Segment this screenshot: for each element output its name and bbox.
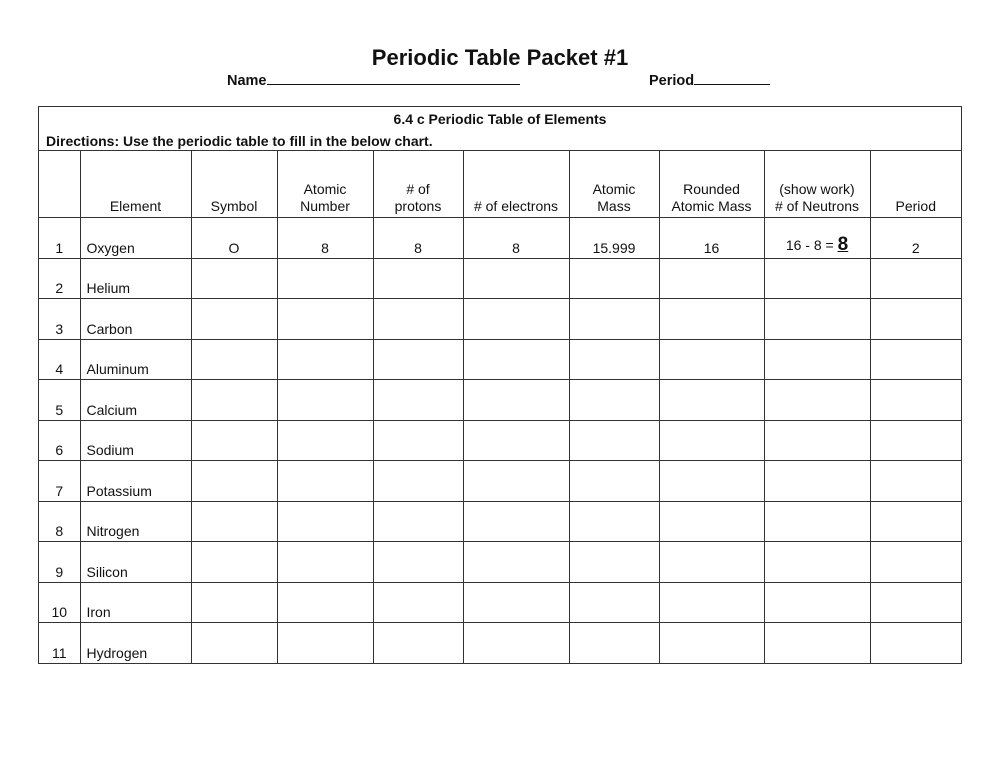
header-line2: protons	[394, 198, 442, 214]
cell-rounded-atomic-mass[interactable]	[659, 623, 764, 663]
cell-electrons[interactable]	[463, 623, 569, 663]
cell-rounded-atomic-mass[interactable]	[659, 380, 764, 421]
cell-index: 2	[39, 258, 80, 299]
cell-element: Carbon	[80, 299, 191, 340]
cell-period[interactable]	[870, 258, 961, 299]
cell-neutrons[interactable]	[764, 420, 870, 461]
cell-electrons[interactable]	[463, 339, 569, 380]
cell-neutrons[interactable]	[764, 380, 870, 421]
cell-rounded-atomic-mass[interactable]: 16	[659, 218, 764, 259]
cell-element: Hydrogen	[80, 623, 191, 663]
table-row	[39, 542, 961, 583]
column-header-neutrons	[764, 151, 870, 218]
header-line2: Atomic Mass	[671, 198, 752, 214]
cell-atomic-number[interactable]	[277, 420, 373, 461]
table-row	[39, 501, 961, 542]
cell-index: 11	[39, 623, 80, 663]
cell-index: 8	[39, 501, 80, 542]
header-line2: Period	[895, 198, 936, 214]
cell-symbol[interactable]	[191, 380, 277, 421]
header-line2: # of Neutrons	[774, 198, 860, 214]
cell-protons[interactable]	[373, 582, 463, 623]
header-line1: # of	[406, 181, 430, 197]
cell-symbol[interactable]	[191, 461, 277, 502]
cell-protons[interactable]	[373, 258, 463, 299]
cell-rounded-atomic-mass[interactable]	[659, 542, 764, 583]
cell-period[interactable]	[870, 582, 961, 623]
cell-period[interactable]	[870, 461, 961, 502]
cell-symbol[interactable]	[191, 501, 277, 542]
cell-index: 7	[39, 461, 80, 502]
cell-protons[interactable]	[373, 461, 463, 502]
cell-atomic-number[interactable]	[277, 542, 373, 583]
cell-neutrons[interactable]	[764, 582, 870, 623]
cell-atomic-number[interactable]: 8	[277, 218, 373, 259]
cell-symbol[interactable]	[191, 623, 277, 663]
cell-atomic-mass[interactable]	[569, 299, 659, 340]
worksheet-title: 6.4 c Periodic Table of Elements	[393, 111, 607, 127]
table-row	[39, 218, 961, 259]
cell-electrons[interactable]	[463, 582, 569, 623]
column-header-index	[39, 151, 80, 218]
header-line2: # of electrons	[473, 198, 559, 214]
period-label: Period	[649, 73, 695, 89]
name-label: Name	[227, 73, 267, 89]
cell-electrons[interactable]	[463, 420, 569, 461]
table-row	[39, 380, 961, 421]
cell-period[interactable]: 2	[870, 218, 961, 259]
cell-atomic-mass[interactable]	[569, 420, 659, 461]
cell-atomic-mass[interactable]	[569, 623, 659, 663]
cell-neutrons[interactable]	[764, 542, 870, 583]
cell-element: Nitrogen	[80, 501, 191, 542]
header-line2: Symbol	[210, 198, 258, 214]
directions: Directions: Use the periodic table to fill in the below chart.	[46, 133, 433, 149]
cell-period[interactable]	[870, 501, 961, 542]
cell-rounded-atomic-mass[interactable]	[659, 339, 764, 380]
period-blank[interactable]	[694, 72, 770, 85]
column-header-element	[80, 151, 191, 218]
cell-symbol[interactable]	[191, 299, 277, 340]
cell-symbol[interactable]: O	[191, 218, 277, 259]
cell-atomic-number[interactable]	[277, 582, 373, 623]
header-line1: Atomic	[303, 181, 347, 197]
cell-index: 6	[39, 420, 80, 461]
name-field[interactable]	[227, 72, 520, 89]
cell-atomic-mass[interactable]	[569, 461, 659, 502]
table-header-row	[39, 151, 961, 218]
cell-atomic-mass[interactable]	[569, 339, 659, 380]
cell-element: Sodium	[80, 420, 191, 461]
cell-symbol[interactable]	[191, 420, 277, 461]
cell-electrons[interactable]	[463, 258, 569, 299]
cell-protons[interactable]	[373, 542, 463, 583]
header-line2: Element	[109, 198, 162, 214]
cell-rounded-atomic-mass[interactable]	[659, 420, 764, 461]
cell-index: 3	[39, 299, 80, 340]
cell-neutrons[interactable]	[764, 258, 870, 299]
table-row	[39, 299, 961, 340]
cell-neutrons[interactable]	[764, 218, 870, 259]
cell-neutrons[interactable]	[764, 339, 870, 380]
cell-atomic-number[interactable]	[277, 339, 373, 380]
cell-element: Silicon	[80, 542, 191, 583]
cell-atomic-mass[interactable]	[569, 258, 659, 299]
table-row	[39, 258, 961, 299]
cell-protons[interactable]: 8	[373, 218, 463, 259]
cell-electrons[interactable]	[463, 461, 569, 502]
table-row	[39, 420, 961, 461]
cell-protons[interactable]	[373, 299, 463, 340]
cell-period[interactable]	[870, 542, 961, 583]
worksheet-header	[39, 107, 961, 151]
cell-atomic-number[interactable]	[277, 501, 373, 542]
elements-table	[39, 151, 961, 663]
column-header-period	[870, 151, 961, 218]
worksheet	[38, 106, 962, 664]
cell-index: 1	[39, 218, 80, 259]
header-line2: Mass	[597, 198, 631, 214]
cell-electrons[interactable]	[463, 299, 569, 340]
name-blank[interactable]	[267, 72, 520, 85]
cell-rounded-atomic-mass[interactable]	[659, 461, 764, 502]
cell-protons[interactable]	[373, 380, 463, 421]
cell-electrons[interactable]	[463, 380, 569, 421]
period-field[interactable]	[649, 72, 770, 89]
cell-period[interactable]	[870, 339, 961, 380]
column-header-protons	[373, 151, 463, 218]
cell-element: Aluminum	[80, 339, 191, 380]
header-line1: Atomic	[592, 181, 636, 197]
cell-symbol[interactable]	[191, 258, 277, 299]
header-line1: Rounded	[683, 181, 740, 197]
cell-element: Oxygen	[80, 218, 191, 259]
header-line1: (show work)	[779, 181, 855, 197]
cell-element: Helium	[80, 258, 191, 299]
cell-atomic-number[interactable]	[277, 623, 373, 663]
cell-protons[interactable]	[373, 420, 463, 461]
table-row	[39, 461, 961, 502]
cell-symbol[interactable]	[191, 582, 277, 623]
column-header-rounded-atomic-mass	[659, 151, 764, 218]
page-title: Periodic Table Packet #1	[371, 45, 629, 70]
table-row	[39, 623, 961, 663]
cell-period[interactable]	[870, 420, 961, 461]
cell-atomic-mass[interactable]	[569, 501, 659, 542]
cell-protons[interactable]	[373, 501, 463, 542]
cell-element: Potassium	[80, 461, 191, 502]
cell-atomic-number[interactable]	[277, 461, 373, 502]
cell-neutrons[interactable]	[764, 299, 870, 340]
cell-electrons[interactable]	[463, 542, 569, 583]
cell-protons[interactable]	[373, 339, 463, 380]
cell-atomic-mass[interactable]: 15.999	[569, 218, 659, 259]
cell-period[interactable]	[870, 380, 961, 421]
cell-rounded-atomic-mass[interactable]	[659, 258, 764, 299]
cell-neutrons[interactable]	[764, 461, 870, 502]
cell-rounded-atomic-mass[interactable]	[659, 582, 764, 623]
cell-element: Calcium	[80, 380, 191, 421]
cell-neutrons[interactable]	[764, 501, 870, 542]
cell-rounded-atomic-mass[interactable]	[659, 299, 764, 340]
cell-element: Iron	[80, 582, 191, 623]
cell-period[interactable]	[870, 623, 961, 663]
neutrons-answer: 8	[837, 233, 849, 255]
cell-period[interactable]	[870, 299, 961, 340]
header-line2: Number	[300, 198, 350, 214]
table-row	[39, 339, 961, 380]
column-header-atomic-number	[277, 151, 373, 218]
cell-index: 4	[39, 339, 80, 380]
cell-atomic-mass[interactable]	[569, 380, 659, 421]
cell-symbol[interactable]	[191, 339, 277, 380]
cell-neutrons[interactable]	[764, 623, 870, 663]
cell-index: 9	[39, 542, 80, 583]
cell-atomic-mass[interactable]	[569, 582, 659, 623]
cell-atomic-number[interactable]	[277, 258, 373, 299]
cell-electrons[interactable]	[463, 501, 569, 542]
column-header-symbol	[191, 151, 277, 218]
cell-atomic-number[interactable]	[277, 299, 373, 340]
cell-symbol[interactable]	[191, 542, 277, 583]
cell-atomic-mass[interactable]	[569, 542, 659, 583]
column-header-atomic-mass	[569, 151, 659, 218]
cell-index: 10	[39, 582, 80, 623]
cell-index: 5	[39, 380, 80, 421]
cell-electrons[interactable]: 8	[463, 218, 569, 259]
column-header-electrons	[463, 151, 569, 218]
cell-rounded-atomic-mass[interactable]	[659, 501, 764, 542]
table-row	[39, 582, 961, 623]
cell-atomic-number[interactable]	[277, 380, 373, 421]
cell-protons[interactable]	[373, 623, 463, 663]
neutrons-work: 16 - 8 =	[785, 236, 838, 253]
